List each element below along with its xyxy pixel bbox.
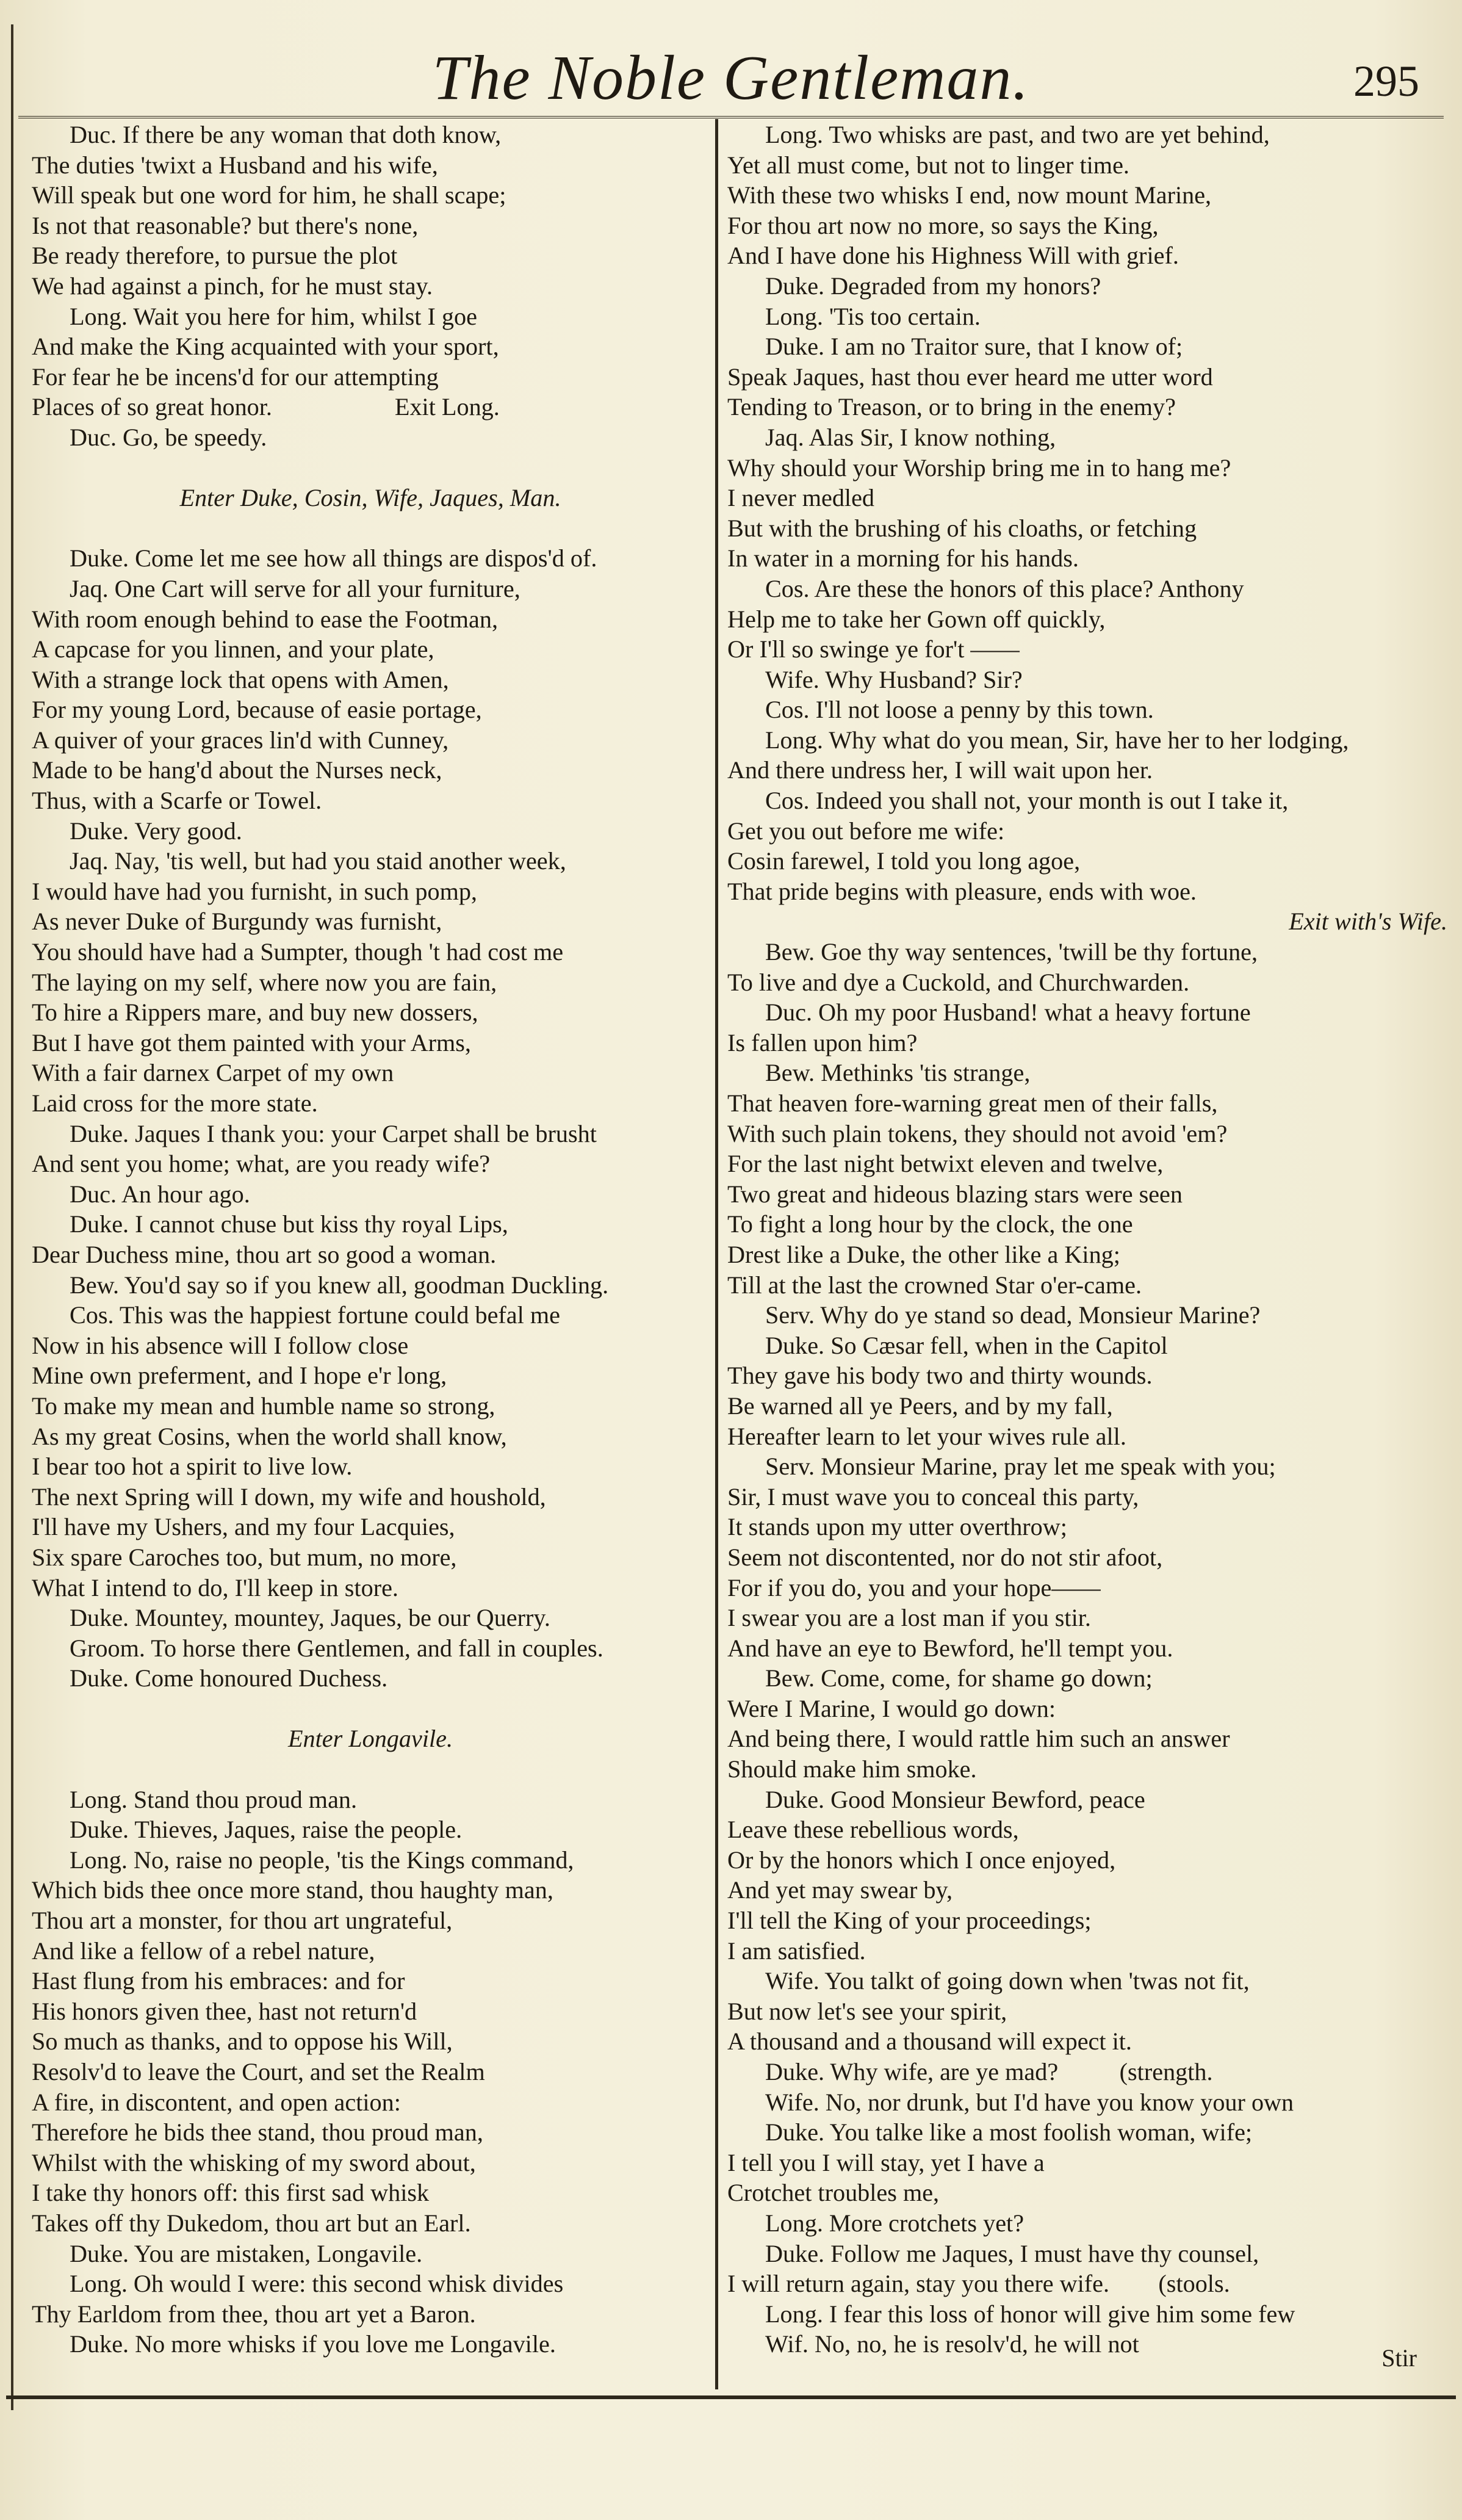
verse-line: Thus, with a Scarfe or Towel. (32, 787, 322, 815)
left-column (32, 120, 709, 2359)
verse-line: Duke. Come let me see how all things are dispos'd of. (70, 544, 597, 572)
verse-line: And like a fellow of a rebel nature, (32, 1937, 375, 1965)
verse-line: Duc. Oh my poor Husband! what a heavy fortune (765, 998, 1251, 1027)
verse-line: Duke. Very good. (70, 817, 242, 845)
verse-line: Long. I fear this loss of honor will give him some few (765, 2300, 1295, 2328)
verse-line: Bew. Come, come, for shame go down; (765, 1664, 1153, 1692)
verse-line: I'll have my Ushers, and my four Lacquies, (32, 1513, 455, 1541)
verse-line: Takes off thy Dukedom, thou art but an Earl. (32, 2209, 471, 2237)
verse-line: Long. No, raise no people, 'tis the Kings command, (70, 1846, 574, 1874)
stage-direction: Enter Longavile. (287, 1725, 453, 1753)
verse-line: Dear Duchess mine, thou art so good a woman. (32, 1240, 497, 1268)
verse-line: I take thy honors off: this first sad whisk (32, 2179, 430, 2207)
verse-line: Serv. Why do ye stand so dead, Monsieur Marine? (765, 1301, 1261, 1329)
verse-line: Wife. No, nor drunk, but I'd have you know your own (765, 2088, 1294, 2116)
verse-line: Or I'll so swinge ye for't —— (727, 635, 1020, 663)
exit-direction: Exit with's Wife. (1289, 908, 1447, 936)
verse-line: Duke. I am no Traitor sure, that I know of; (765, 333, 1183, 361)
spacer (32, 1694, 709, 1724)
verse-line: And being there, I would rattle him such an answer (727, 1725, 1230, 1753)
verse-line: Groom. To horse there Gentlemen, and fall in couples. (70, 1634, 603, 1662)
verse-line: With such plain tokens, they should not avoid 'em? (727, 1119, 1228, 1147)
verse-line: Duke. I cannot chuse but kiss thy royal Lips, (70, 1210, 508, 1238)
verse-line: Duke. Good Monsieur Bewford, peace (765, 1785, 1145, 1813)
verse-line: Should make him smoke. (727, 1755, 977, 1783)
verse-line: Help me to take her Gown off quickly, (727, 605, 1106, 633)
verse-line: Wif. No, no, he is resolv'd, he will not (765, 2330, 1139, 2358)
verse-line: Sir, I must wave you to conceal this party, (727, 1482, 1139, 1511)
verse-line: I never medled (727, 484, 875, 512)
stage-direction: Enter Duke, Cosin, Wife, Jaques, Man. (179, 484, 561, 512)
verse-line: For thou art now no more, so says the King, (727, 211, 1159, 239)
verse-line: Duke. Mountey, mountey, Jaques, be our Querry. (70, 1604, 550, 1632)
verse-line: Cos. Indeed you shall not, your month is out I take it, (765, 787, 1289, 815)
verse-line: What I intend to do, I'll keep in store. (32, 1573, 398, 1601)
verse-line: Duke. Jaques I thank you: your Carpet shall be brusht (70, 1119, 597, 1147)
verse-line: The next Spring will I down, my wife and houshold, (32, 1482, 546, 1511)
verse-line: Is not that reasonable? but there's none, (32, 211, 419, 239)
verse-line: Be ready therefore, to pursue the plot (32, 242, 398, 270)
verse-line: But I have got them painted with your Arms, (32, 1028, 471, 1056)
verse-line: So much as thanks, and to oppose his Will, (32, 2027, 453, 2056)
verse-line: For fear he be incens'd for our attempting (32, 363, 439, 391)
verse-line: Seem not discontented, nor do not stir afoot, (727, 1543, 1163, 1571)
verse-line: And have an eye to Bewford, he'll tempt you. (727, 1634, 1173, 1662)
verse-line: Long. Stand thou proud man. (70, 1785, 358, 1813)
spacer (32, 1754, 709, 1785)
verse-line: Hast flung from his embraces: and for (32, 1967, 405, 1995)
verse-line: Duke. Degraded from my honors? (765, 272, 1101, 300)
verse-line: Which bids thee once more stand, thou haughty man, (32, 1876, 553, 1904)
running-title: The Noble Gentleman. (432, 43, 1030, 113)
verse-line: Long. 'Tis too certain. (765, 302, 981, 330)
verse-line: And make the King acquainted with your sport, (32, 333, 499, 361)
verse-line: A quiver of your graces lin'd with Cunney, (32, 726, 449, 754)
verse-line: Be warned all ye Peers, and by my fall, (727, 1392, 1113, 1420)
verse-line: His honors given thee, hast not return'd (32, 1997, 417, 2025)
right-column (727, 120, 1447, 2359)
verse-line: Long. Oh would I were: this second whisk divides (70, 2270, 564, 2298)
verse-line: Thy Earldom from thee, thou art yet a Baron. (32, 2300, 476, 2328)
verse-line: We had against a pinch, for he must stay. (32, 272, 433, 300)
verse-line: A fire, in discontent, and open action: (32, 2088, 401, 2116)
verse-line: Duke. You talke like a most foolish woman, wife; (765, 2118, 1253, 2146)
verse-line: Speak Jaques, hast thou ever heard me utter word (727, 363, 1213, 391)
verse-line: Leave these rebellious words, (727, 1816, 1019, 1844)
verse-line: Serv. Monsieur Marine, pray let me speak with you; (765, 1453, 1276, 1481)
verse-line: The duties 'twixt a Husband and his wife, (32, 151, 438, 179)
verse-line: Resolv'd to leave the Court, and set the Realm (32, 2058, 485, 2085)
verse-line: I would have had you furnisht, in such pomp, (32, 877, 477, 905)
verse-line: Duke. Why wife, are ye mad? (strength. (765, 2058, 1213, 2085)
verse-line: Whilst with the whisking of my sword about, (32, 2148, 476, 2176)
page-number: 295 (1353, 57, 1419, 106)
verse-line: In water in a morning for his hands. (727, 544, 1079, 572)
verse-line: Is fallen upon him? (727, 1028, 918, 1056)
verse-line: Long. Why what do you mean, Sir, have her to her lodging, (765, 726, 1349, 754)
verse-line: To live and dye a Cuckold, and Churchwarden. (727, 968, 1190, 996)
verse-line: Tending to Treason, or to bring in the enemy? (727, 393, 1176, 421)
bottom-rule (6, 2395, 1456, 2399)
verse-line: Duke. No more whisks if you love me Longavile. (70, 2330, 556, 2358)
verse-line: Cosin farewel, I told you long agoe, (727, 847, 1081, 875)
verse-line: Duke. You are mistaken, Longavile. (70, 2239, 423, 2267)
verse-line: Were I Marine, I would go down: (727, 1694, 1056, 1722)
verse-line: For the last night betwixt eleven and twelve, (727, 1150, 1164, 1178)
page-border (11, 24, 13, 2410)
verse-line: I am satisfied. (727, 1937, 866, 1965)
verse-line: And yet may swear by, (727, 1876, 953, 1904)
verse-line: Wife. Why Husband? Sir? (765, 665, 1023, 693)
verse-line: A capcase for you linnen, and your plate, (32, 635, 434, 663)
verse-line: Duc. An hour ago. (70, 1180, 250, 1208)
verse-line: For my young Lord, because of easie portage, (32, 696, 482, 724)
verse-line: With these two whisks I end, now mount Marine, (727, 181, 1212, 209)
verse-line: Jaq. Alas Sir, I know nothing, (765, 423, 1056, 451)
verse-line: Made to be hang'd about the Nurses neck, (32, 756, 442, 784)
verse-line: Wife. You talkt of going down when 'twas not fit, (765, 1967, 1250, 1995)
verse-line: I'll tell the King of your proceedings; (727, 1907, 1092, 1935)
verse-line: Duke. Come honoured Duchess. (70, 1664, 388, 1692)
verse-line: That pride begins with pleasure, ends with woe. (727, 877, 1197, 905)
verse-line: Places of so great honor. Exit Long. (32, 393, 500, 421)
verse-line: Duc. Go, be speedy. (70, 423, 267, 451)
verse-line: To fight a long hour by the clock, the one (727, 1210, 1133, 1238)
verse-line: And I have done his Highness Will with grief. (727, 242, 1179, 270)
verse-line: Yet all must come, but not to linger time. (727, 151, 1129, 179)
verse-line: With room enough behind to ease the Footman, (32, 605, 499, 633)
verse-line: As never Duke of Burgundy was furnisht, (32, 908, 442, 936)
verse-line: I bear too hot a spirit to live low. (32, 1453, 353, 1481)
verse-line: And there undress her, I will wait upon her. (727, 756, 1153, 784)
verse-line: The laying on my self, where now you are fain, (32, 968, 497, 996)
verse-line: I tell you I will stay, yet I have a (727, 2148, 1045, 2176)
verse-line: Now in his absence will I follow close (32, 1331, 409, 1359)
verse-line: I will return again, stay you there wife. (stools. (727, 2270, 1230, 2298)
verse-line: I swear you are a lost man if you stir. (727, 1604, 1091, 1632)
verse-line: But with the brushing of his cloaths, or fetching (727, 514, 1197, 542)
verse-line: As my great Cosins, when the world shall know, (32, 1422, 507, 1450)
verse-line: Mine own preferment, and I hope e'r long, (32, 1362, 447, 1390)
verse-line: It stands upon my utter overthrow; (727, 1513, 1067, 1541)
verse-line: Long. Two whisks are past, and two are yet behind, (765, 121, 1270, 148)
verse-line: Duke. Follow me Jaques, I must have thy counsel, (765, 2239, 1259, 2267)
verse-line: That heaven fore-warning great men of their falls, (727, 1089, 1218, 1117)
verse-line: Hereafter learn to let your wives rule all. (727, 1422, 1126, 1450)
verse-line: With a strange lock that opens with Amen, (32, 665, 449, 693)
verse-line: With a fair darnex Carpet of my own (32, 1059, 394, 1087)
verse-line: Bew. You'd say so if you knew all, goodman Duckling. (70, 1271, 609, 1299)
verse-line: Therefore he bids thee stand, thou proud man, (32, 2118, 483, 2146)
verse-line: Duke. So Cæsar fell, when in the Capitol (765, 1331, 1168, 1359)
verse-line: You should have had a Sumpter, though 't had cost me (32, 938, 564, 966)
verse-line: Cos. I'll not loose a penny by this town. (765, 696, 1154, 724)
verse-line: Six spare Caroches too, but mum, no more, (32, 1543, 457, 1571)
verse-line: Get you out before me wife: (727, 817, 1005, 845)
verse-line: Laid cross for the more state. (32, 1089, 318, 1117)
verse-line: Cos. This was the happiest fortune could befal me (70, 1301, 560, 1329)
verse-line: Till at the last the crowned Star o'er-came. (727, 1271, 1142, 1299)
verse-line: But now let's see your spirit, (727, 1997, 1007, 2025)
verse-line: And sent you home; what, are you ready wife? (32, 1150, 491, 1178)
verse-line: Two great and hideous blazing stars were seen (727, 1180, 1183, 1208)
verse-line: Long. Wait you here for him, whilst I goe (70, 302, 477, 330)
verse-line: Duc. If there be any woman that doth know, (70, 121, 502, 148)
verse-line: Duke. Thieves, Jaques, raise the people. (70, 1816, 463, 1844)
verse-line: Bew. Goe thy way sentences, 'twill be thy fortune, (765, 938, 1258, 966)
verse-line: Long. More crotchets yet? (765, 2209, 1024, 2237)
catchword: Stir (1381, 2344, 1417, 2372)
verse-line: For if you do, you and your hope—— (727, 1573, 1101, 1601)
verse-line: They gave his body two and thirty wounds. (727, 1362, 1153, 1390)
verse-line: A thousand and a thousand will expect it. (727, 2027, 1132, 2056)
verse-line: Cos. Are these the honors of this place? Anthony (765, 574, 1244, 602)
verse-line: Jaq. One Cart will serve for all your furniture, (70, 574, 520, 602)
running-header (18, 24, 1444, 118)
verse-line: Drest like a Duke, the other like a King; (727, 1240, 1120, 1268)
verse-line: To make my mean and humble name so strong, (32, 1392, 495, 1420)
verse-line: Why should your Worship bring me in to hang me? (727, 453, 1231, 482)
verse-line: Will speak but one word for him, he shall scape; (32, 181, 506, 209)
verse-line: Crotchet troubles me, (727, 2179, 940, 2207)
verse-line: Thou art a monster, for thou art ungrateful, (32, 1907, 453, 1935)
verse-line: Bew. Methinks 'tis strange, (765, 1059, 1031, 1087)
verse-line: Or by the honors which I once enjoyed, (727, 1846, 1116, 1874)
spacer (32, 513, 709, 544)
verse-line: Jaq. Nay, 'tis well, but had you staid another week, (70, 847, 566, 875)
spacer (32, 453, 709, 483)
verse-line: To hire a Rippers mare, and buy new dossers, (32, 998, 478, 1027)
column-divider (715, 119, 718, 2389)
